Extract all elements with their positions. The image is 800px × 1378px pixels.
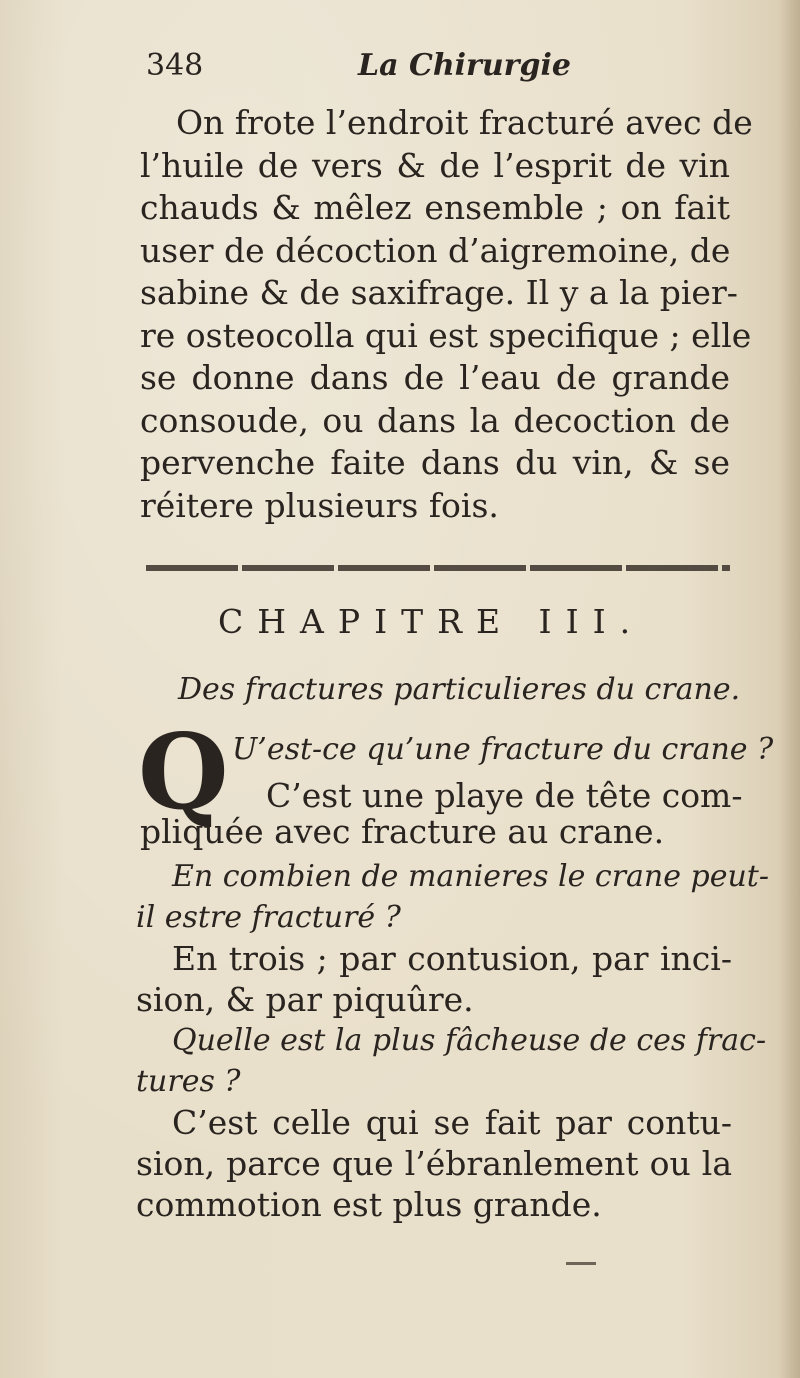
question-line: il estre fracturé ? — [136, 900, 401, 935]
answer-line: sion, parce que l’ébranlement ou la — [136, 1144, 732, 1183]
text-line: user de décoction d’aigremoine, de — [140, 230, 731, 270]
text-line: On frote l’endroit fracturé avec de — [176, 103, 753, 142]
answer-line: pliquée avec fracture au crane. — [140, 812, 665, 851]
answer-line: C’est une playe de tête com- — [266, 776, 743, 815]
running-title: La Chirurgie — [358, 48, 571, 83]
answer-line: sion, & par piquûre. — [136, 980, 474, 1019]
answer-line: C’est celle qui se fait par contu- — [172, 1103, 732, 1142]
drop-cap: Q — [138, 710, 229, 833]
text-line: se donne dans de l’eau de grande — [140, 358, 730, 397]
catchword-mark — [566, 1262, 596, 1265]
text-line: l’huile de vers & de l’esprit de vin — [140, 145, 730, 185]
text-line: chauds & mêlez ensemble ; on fait — [140, 188, 730, 227]
text-line: réitere plusieurs fois. — [140, 485, 499, 525]
running-head — [146, 48, 576, 94]
question-line: tures ? — [136, 1064, 241, 1099]
answer-line: commotion est plus grande. — [136, 1185, 602, 1224]
qa-section — [136, 856, 769, 1225]
chapter-subtitle: Des fractures particulieres du crane. — [178, 672, 741, 707]
page-edge-shadow — [778, 0, 800, 1378]
text-line: re osteocolla qui est specifique ; elle — [140, 315, 752, 355]
question-line: U’est-ce qu’une fracture du crane ? — [232, 732, 774, 767]
page-number: 348 — [146, 48, 204, 83]
text-line: consoude, ou dans la decoction de — [140, 400, 730, 440]
answer-line: En trois ; par contusion, par inci- — [172, 939, 732, 978]
ornamental-rule — [146, 565, 730, 571]
question-line: En combien de manieres le crane peut- — [172, 859, 769, 894]
question-line: Quelle est la plus fâcheuse de ces frac- — [172, 1023, 767, 1058]
text-line: pervenche faite dans du vin, & se — [140, 443, 730, 482]
chapter-heading: CHAPITRE III. — [218, 602, 645, 641]
paragraph-1 — [140, 102, 753, 527]
text-line: sabine & de saxifrage. Il y a la pier- — [140, 273, 738, 312]
